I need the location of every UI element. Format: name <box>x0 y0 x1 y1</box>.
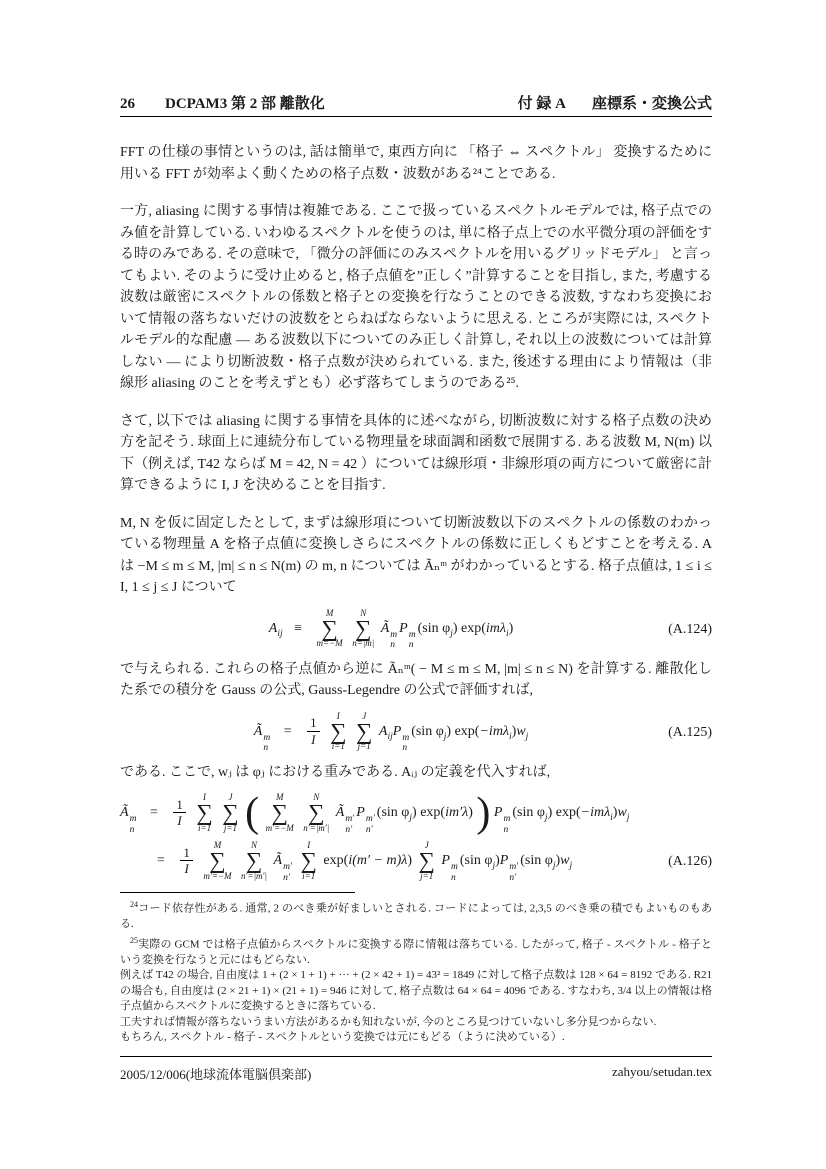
math-paren: ) <box>446 723 452 739</box>
paragraph-6: である. ここで, wⱼ は φⱼ における重みである. Aᵢⱼ の定義を代入すれば, <box>120 764 551 780</box>
footnote-24-text: コード依存性がある. 通常, 2 のべき乗が好ましいとされる. コードによっては, 2,3,5 のべき乗の積でもよいものもある. <box>120 902 712 931</box>
sum-upper-limit: M <box>275 792 284 803</box>
paragraph-5: で与えられる. これらの格子点値から逆に Ãₙᵐ( − M ≤ m ≤ M, |m| ≤ n ≤ N) を計算する. 離散化した系での積分を Gauss の公式, Gauss-Legendre の公式で評価すれば, <box>120 661 712 699</box>
equation-a126-line2 <box>120 841 712 883</box>
fraction-numerator: 1 <box>307 715 320 732</box>
math-variable: Ã <box>335 805 345 821</box>
math-relation: ≡ <box>294 620 303 636</box>
sum-upper-limit: N <box>251 840 258 851</box>
sigma-glyph: ∑ <box>271 800 288 826</box>
math-function: (sin φ <box>376 805 410 821</box>
math-subscript: n′ <box>509 872 517 883</box>
math-variable: w <box>617 805 627 821</box>
sum-lower-limit: m′=−M <box>265 822 294 833</box>
math-superscript: m <box>263 732 271 743</box>
sum-operator <box>317 609 343 649</box>
equation-number: (A.126) <box>668 854 712 870</box>
footnote-25-line2: 例えば T42 の場合, 自由度は 1 + (2 × 1 + 1) + ··· + (2 × 42 + 1) = 43² = 1849 に対して格子点数は 128 × 64 = 8192 である. R21 の場合も, 自由度は (2 × 21 + 1) × (21 + 1) = 946 に対して, 格子点数は 64 × 64 = 4096 である. すなわち, 3/4 以上の情報は格子点値からスペクトルに変換するときに落ちている. <box>120 969 712 1013</box>
math-relation: = <box>283 723 292 739</box>
math-variable: P <box>356 805 365 821</box>
sigma-glyph: ∑ <box>209 848 226 874</box>
equation-a125-body <box>120 712 662 754</box>
sum-upper-limit: I <box>307 840 311 851</box>
math-subscript: n′ <box>365 824 373 835</box>
math-superscript: m′ <box>509 862 519 873</box>
sum-lower-limit: j=1 <box>357 741 371 752</box>
math-variable: A <box>268 620 278 636</box>
math-superscript: m′ <box>283 862 293 873</box>
math-function: exp( <box>420 805 446 821</box>
sum-lower-limit: i=1 <box>302 870 316 881</box>
sum-operator <box>356 712 372 752</box>
header-right <box>518 92 712 113</box>
sigma-glyph: ∑ <box>222 800 239 826</box>
math-scripts <box>263 733 270 754</box>
math-variable: P <box>399 620 408 636</box>
math-function: (sin φ <box>459 853 493 869</box>
fraction <box>180 845 193 877</box>
sum-upper-limit: M <box>325 607 334 618</box>
math-variable: w <box>560 853 570 869</box>
sum-lower-limit: j=1 <box>223 822 237 833</box>
header-left <box>120 92 325 113</box>
sigma-glyph: ∑ <box>196 800 213 826</box>
sum-operator <box>352 609 374 649</box>
math-scripts <box>345 814 354 835</box>
fraction <box>307 715 320 747</box>
footnote-24 <box>120 897 712 933</box>
fraction-denominator: I <box>311 731 316 747</box>
math-superscript: m <box>503 814 511 825</box>
math-paren: ) <box>407 853 412 869</box>
math-superscript: m <box>129 814 137 825</box>
equation-a126-line1-body <box>120 789 712 836</box>
sigma-glyph: ∑ <box>356 718 373 744</box>
fraction-numerator: 1 <box>173 797 186 814</box>
big-left-paren: ( <box>245 789 260 836</box>
equation-a124-body <box>120 609 662 651</box>
math-scripts <box>509 862 518 883</box>
sum-operator <box>419 841 435 881</box>
math-function: (sin φ <box>512 805 545 821</box>
sum-operator <box>222 793 238 833</box>
sum-operator <box>303 793 329 833</box>
sum-upper-limit: I <box>336 710 340 721</box>
math-relation: = <box>157 853 165 869</box>
sum-operator <box>266 793 294 833</box>
math-paren: ) <box>612 805 618 821</box>
math-paren: ) <box>412 805 417 821</box>
equation-a126-line2-body <box>157 841 662 883</box>
sum-upper-limit: J <box>424 840 429 851</box>
footer-filename: zahyou/setudan.tex <box>612 1064 712 1079</box>
math-argument: −imλ <box>580 805 611 821</box>
math-subscript: n <box>408 640 414 651</box>
math-relation: = <box>149 805 158 821</box>
sum-upper-limit: I <box>203 792 207 803</box>
paragraph-4: M, N を仮に固定したとして, まずは線形項について切断波数以下のスペクトルの係数のわかっている物理量 A を格子点値に変換しさらにスペクトルの係数に正しくもどすことを考える. A は −M ≤ m ≤ M, |m| ≤ n ≤ N(m) の m, n については Ãₙᵐ がわかっているとする. 格子点値は, 1 ≤ i ≤ I, 1 ≤ j ≤ J について <box>120 515 712 595</box>
sum-operator <box>203 841 231 881</box>
math-subscript: j <box>552 860 556 871</box>
math-variable: P <box>392 723 402 739</box>
math-subscript: n <box>263 743 269 754</box>
sigma-glyph: ∑ <box>321 615 338 641</box>
fraction <box>173 797 186 829</box>
math-superscript: m′ <box>365 814 375 825</box>
math-argument: i(m′ − m)λ <box>348 853 408 869</box>
footnote-24-marker: 24 <box>130 900 138 910</box>
fraction-numerator: 1 <box>180 845 193 862</box>
math-subscript: j <box>525 731 529 742</box>
math-subscript: n <box>503 824 509 835</box>
math-subscript: j <box>443 731 447 742</box>
sum-upper-limit: M <box>213 840 222 851</box>
math-subscript: i <box>509 731 512 742</box>
math-paren: ) <box>547 805 553 821</box>
math-function: (sin φ <box>520 853 553 869</box>
math-function: exp( <box>323 853 349 869</box>
sum-operator <box>330 712 346 752</box>
sum-upper-limit: N <box>313 792 320 803</box>
equation-number: (A.125) <box>668 724 712 740</box>
math-subscript: n <box>129 824 135 835</box>
math-variable: Ã <box>120 805 129 821</box>
math-variable: Ã <box>253 723 263 739</box>
sum-upper-limit: J <box>362 710 367 721</box>
math-paren: ) <box>495 853 500 869</box>
header-rule <box>120 116 712 117</box>
footer-row <box>120 1064 712 1083</box>
math-subscript: ij <box>277 628 283 639</box>
math-subscript: n <box>402 743 408 754</box>
sigma-glyph: ∑ <box>330 718 347 744</box>
math-subscript: j <box>626 812 630 823</box>
footnote-25-line3: 工夫すれば情報が落ちないうまい方法があるかも知れないが, 今のところ見つけていないし多分見つからない. <box>120 1015 657 1028</box>
math-superscript: m′ <box>345 814 355 825</box>
math-subscript: j <box>544 812 548 823</box>
page-footer <box>120 1056 712 1083</box>
sigma-glyph: ∑ <box>308 800 325 826</box>
footer-date-publisher: 2005/12/006(地球流体電脳倶楽部) <box>120 1067 312 1082</box>
math-scripts <box>130 814 137 835</box>
math-subscript: j <box>569 860 573 871</box>
sum-lower-limit: n′=|m′| <box>303 822 330 833</box>
math-superscript: m <box>450 862 458 873</box>
math-function: (sin φ <box>417 620 451 636</box>
math-function: exp( <box>454 723 480 739</box>
math-subscript: n <box>390 640 396 651</box>
math-subscript: n <box>450 872 456 883</box>
math-superscript: m <box>408 629 416 640</box>
sum-lower-limit: m′=−M <box>203 870 232 881</box>
sum-operator <box>196 793 212 833</box>
math-subscript: n′ <box>345 824 353 835</box>
footnote-rule <box>120 892 355 893</box>
text-column <box>120 0 712 1046</box>
sum-operator <box>301 841 317 881</box>
math-function: exp( <box>555 805 581 821</box>
sum-upper-limit: J <box>228 792 233 803</box>
footnote-25-marker: 25 <box>130 935 138 945</box>
math-paren: ) <box>555 853 561 869</box>
sum-lower-limit: i=1 <box>198 822 212 833</box>
equation-a124 <box>120 609 712 651</box>
appendix-label: 付 録 A <box>517 96 566 112</box>
math-subscript: j <box>450 628 453 639</box>
footnote-25 <box>120 933 712 969</box>
math-scripts <box>503 814 510 835</box>
paragraph-2: 一方, aliasing に関する事情は複雑である. ここで扱っているスペクトルモデルでは, 格子点でのみ値を計算している. いわゆるスペクトルを使うのは, 単に格子点上での水平微分項の評価をする時のみである. その意味で, 「微分の評価にのみスペクトルを用いるグリッドモデル」 と言ってもよい. そのように受け止めると, 格子点値を”正しく”計算することを目指し, また, 考慮する波数は厳密にスペクトルの係数と格子との変換を行なうことのできる波数, すなわち変換において情報の落ちないだけの波数をとらねばならないように思える. ところが実際には, スペクトルモデル的な配慮 — ある波数以下についてのみ正しく計算し, それ以上の波数については計算しない — により切断波数・格子点数が決められている. また, 後述する理由により情報は（非線形 aliasing のことを考えずとも）必ず落ちてしまうのである²⁵. <box>120 204 712 391</box>
equation-a126-line1 <box>120 789 712 836</box>
sigma-glyph: ∑ <box>355 615 372 641</box>
math-argument: imλ <box>485 620 506 636</box>
footnotes-section <box>120 892 712 1046</box>
math-variable: w <box>516 723 526 739</box>
math-function: exp( <box>461 620 486 636</box>
equation-a125 <box>120 712 712 754</box>
math-superscript: m <box>402 732 410 743</box>
sum-lower-limit: m=−M <box>316 638 343 649</box>
equation-number: (A.124) <box>668 621 712 637</box>
math-subscript: i <box>610 812 613 823</box>
paragraph-1: FFT の仕様の事情というのは, 話は簡単で, 東西方向に 「格子 ⇔ スペクトル」 変換するために用いる FFT が効率よく動くための格子点数・波数がある²⁴ことである. <box>120 145 712 182</box>
fraction-denominator: I <box>177 813 182 829</box>
math-variable: Ã <box>273 853 283 869</box>
sigma-glyph: ∑ <box>418 848 435 874</box>
fraction-denominator: I <box>184 861 189 877</box>
math-argument: im′λ <box>445 805 469 821</box>
page-header <box>120 92 712 113</box>
math-subscript: ij <box>387 731 393 742</box>
math-variable: P <box>499 853 509 869</box>
sum-lower-limit: n=|m| <box>352 638 375 649</box>
header-left-title: DCPAM3 第 2 部 離散化 <box>165 96 325 112</box>
math-variable: Ã <box>380 620 390 636</box>
sum-lower-limit: n′=|m′| <box>241 870 267 881</box>
page-number: 26 <box>120 96 135 112</box>
math-scripts <box>390 630 397 651</box>
sum-operator <box>241 841 267 881</box>
big-right-paren: ) <box>476 789 491 836</box>
math-subscript: j <box>409 812 413 823</box>
math-scripts <box>409 630 416 651</box>
sigma-glyph: ∑ <box>300 848 317 874</box>
sum-lower-limit: j=1 <box>420 870 434 881</box>
header-right-title: 座標系・変換公式 <box>591 96 712 112</box>
footnote-25-line4: もちろん, スペクトル - 格子 - スペクトルという変換では元にもどる（ように決めている）. <box>120 1031 565 1044</box>
footnote-25-line1: 実際の GCM では格子点値からスペクトルに変換する際に情報は落ちている. したがって, 格子 - スペクトル - 格子という変換を行なうと元にはもどらない. <box>120 938 712 966</box>
math-variable: P <box>493 805 503 821</box>
math-paren: ) <box>508 620 514 636</box>
math-subscript: n′ <box>283 872 290 883</box>
paragraph-3: さて, 以下では aliasing に関する事情を具体的に述べながら, 切断波数に対する格子点数の決め方を記そう. 球面上に連続分布している物理量を球面調和函数で展開する. ある波数 M, N(m) 以下（例えば, T42 ならば M = 42, N = 42 ）については線形項・非線形項の両方について厳密に計算できるように I, J を決めることを目指す. <box>120 413 712 493</box>
sum-lower-limit: i=1 <box>331 741 345 752</box>
sum-upper-limit: N <box>360 607 367 618</box>
math-function: (sin φ <box>411 723 444 739</box>
sigma-glyph: ∑ <box>245 848 263 874</box>
math-superscript: m <box>390 629 398 640</box>
math-subscript: j <box>492 860 496 871</box>
math-argument: −imλ <box>479 723 509 739</box>
math-variable: P <box>441 853 450 869</box>
math-paren: ) <box>511 723 517 739</box>
footer-rule <box>120 1056 712 1057</box>
math-scripts <box>366 814 375 835</box>
math-scripts <box>283 862 292 883</box>
math-paren: ) <box>468 805 473 821</box>
math-paren: ) <box>452 620 458 636</box>
math-variable: A <box>378 723 388 739</box>
math-scripts <box>451 862 458 883</box>
math-subscript: i <box>505 628 509 639</box>
math-scripts <box>402 733 409 754</box>
